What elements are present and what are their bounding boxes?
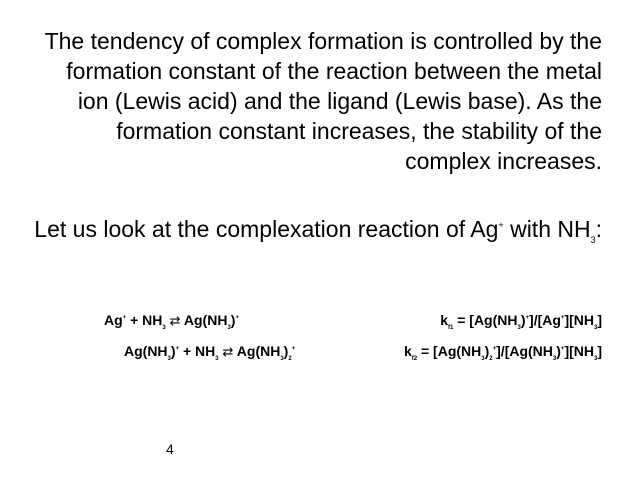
reaction-2-subscript: 3 [215, 356, 219, 362]
formation-constant-2 [404, 342, 602, 360]
constant-2-subscript: f2 [411, 356, 418, 362]
intro-paragraph: The tendency of complex formation is controlled by the formation constant of the reaction between the metal ion (Lewis acid) and the ligand (Lewis base). As the formation constant increases, the stability of the complex increases. [44, 28, 602, 174]
constant-1-subscript: 3 [517, 325, 521, 331]
reaction-2-subscript: 3 [280, 356, 284, 362]
constant-1-part: ] [597, 312, 602, 328]
reaction-2-part: + NH [179, 343, 216, 359]
equilibrium-arrow-icon: ⇄ [222, 344, 234, 359]
constant-1-part: ]/[Ag [529, 312, 561, 328]
page-number: 4 [166, 441, 174, 457]
constant-1-part: k [440, 312, 448, 328]
constant-2-part: ) [556, 343, 561, 359]
reaction-1-superscript: + [235, 315, 239, 321]
reaction-2-subscript: 3 [167, 356, 171, 362]
reaction-2-part: ) [170, 343, 176, 359]
equilibrium-arrow-icon: ⇄ [169, 313, 181, 328]
constant-1-subscript: f1 [447, 325, 454, 331]
complexation-intro-paragraph [30, 214, 602, 244]
complexation-text-end: : [595, 216, 602, 242]
ammonia-subscript: 3 [590, 235, 596, 245]
constant-2-subscript: 3 [552, 356, 557, 362]
constant-2-part: ] [597, 343, 602, 359]
constant-2-part: ]/[Ag(NH [496, 343, 553, 359]
reaction-1-part: + NH [126, 312, 163, 328]
reaction-1-superscript: + [122, 315, 127, 321]
reaction-1-part: Ag [104, 312, 123, 328]
constant-2-part: = [Ag(NH [417, 343, 482, 359]
reaction-1 [104, 311, 239, 330]
silver-charge-superscript: + [498, 220, 504, 230]
constant-1-superscript: + [560, 315, 565, 321]
reaction-2-superscript: + [175, 346, 180, 352]
complexation-text-before: Let us look at the complexation reaction of Ag [34, 216, 499, 242]
constant-1-part: ) [520, 312, 526, 328]
constant-2-part: k [403, 343, 412, 359]
reaction-2-part: Ag(NH [233, 343, 281, 359]
complexation-text-mid: with NH [503, 216, 591, 242]
reaction-1-part: ) [230, 312, 236, 328]
reaction-1-subscript: 3 [227, 325, 231, 331]
constant-1-part: ][NH [564, 312, 594, 328]
reaction-2-subscript: 2 [288, 356, 292, 362]
constant-1-part: = [Ag(NH [453, 312, 518, 328]
reaction-2-part: Ag(NH [124, 343, 168, 359]
constant-2-superscript: + [560, 346, 565, 352]
constant-2-subscript: 3 [593, 356, 598, 362]
constant-1-superscript: + [525, 315, 530, 321]
constant-2-part: ) [484, 343, 490, 359]
reaction-2-part: ) [283, 343, 289, 359]
reaction-1-subscript: 3 [162, 325, 166, 331]
reaction-2-superscript: + [291, 346, 296, 352]
constant-2-subscript: 3 [481, 356, 485, 362]
reaction-1-part: Ag(NH [180, 312, 228, 328]
constant-2-superscript: + [492, 346, 497, 352]
reaction-2 [124, 342, 295, 361]
constant-1-subscript: 3 [593, 325, 598, 331]
formation-constant-1 [440, 311, 602, 329]
constant-2-subscript: 2 [489, 356, 493, 362]
constant-2-part: ][NH [564, 343, 594, 359]
